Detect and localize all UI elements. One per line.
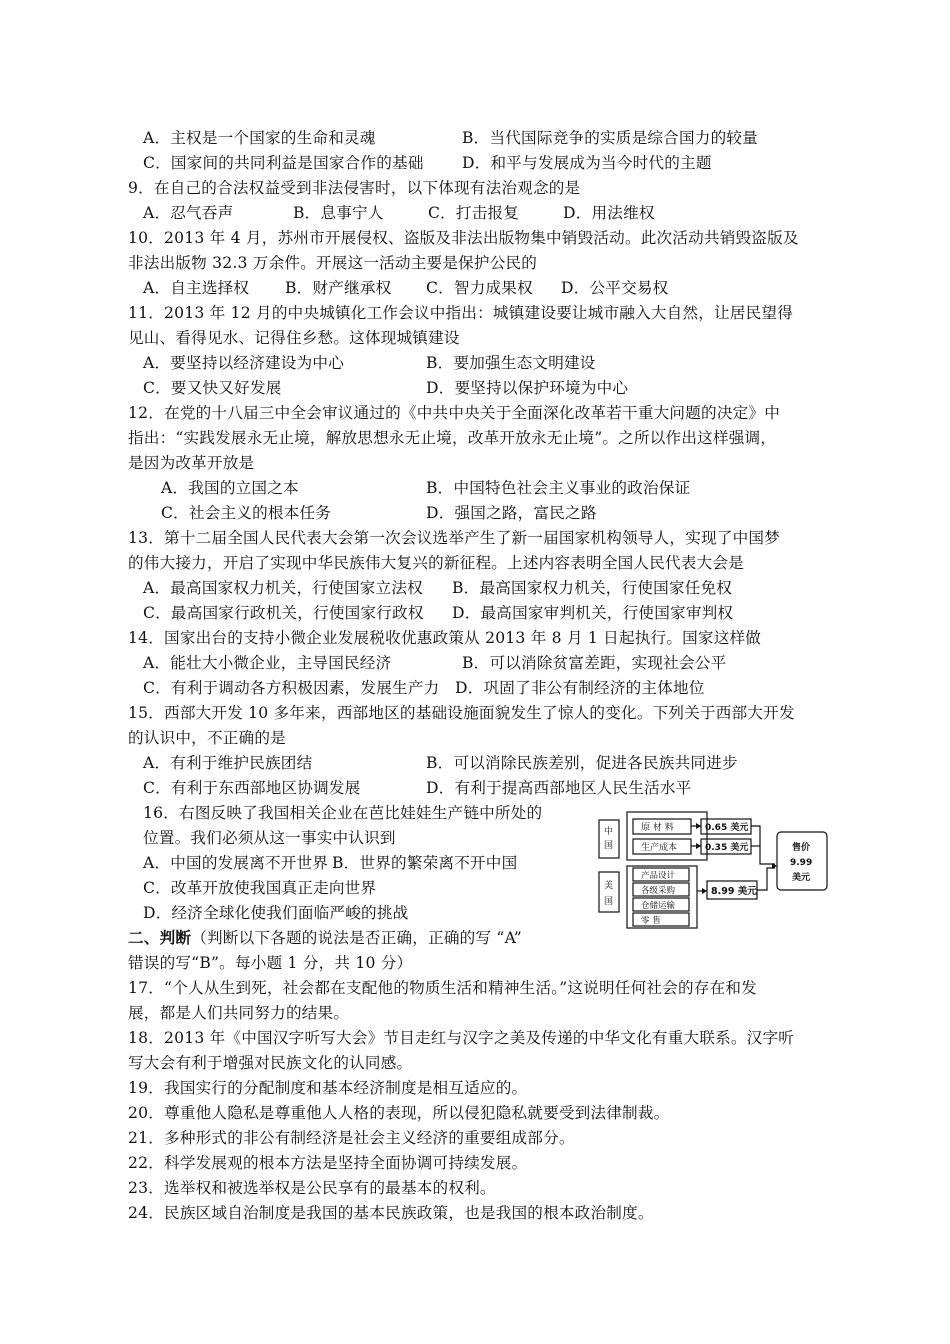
q16-option-b: B．世界的繁荣离不开中国: [332, 854, 518, 872]
q13-option-b: B．最高国家权力机关，行使国家任免权: [452, 579, 733, 597]
q9-option-a: A．忍气吞声: [143, 204, 234, 222]
q16-stem-line2: 位置。我们必须从这一事实中认识到: [143, 829, 396, 847]
q22: 22．科学发展观的根本方法是坚持全面协调可持续发展。: [128, 1154, 528, 1172]
q14-option-a: A．能壮大小微企业，主导国民经济: [143, 654, 392, 672]
q24: 24．民族区域自治制度是我国的基本民族政策，也是我国的根本政治制度。: [128, 1204, 654, 1222]
q9-option-d: D．用法维权: [563, 204, 655, 222]
usa-label-line2: 国: [604, 897, 614, 907]
q17-line2: 展，都是人们共同努力的结果。: [128, 1004, 350, 1022]
price-label-line1: 售价: [792, 843, 811, 853]
q20: 20．尊重他人隐私是尊重他人人格的表现，所以侵犯隐私就要受到法律制裁。: [128, 1104, 670, 1122]
q19: 19．我国实行的分配制度和基本经济制度是相互适应的。: [128, 1079, 528, 1097]
china-value-2: 0.35 美元: [705, 843, 749, 853]
q15-stem-line1: 15．西部大开发 10 多年来，西部地区的基础设施面貌发生了惊人的变化。下列关于西部大开发: [128, 704, 795, 722]
design-label: 产品设计: [641, 871, 676, 881]
q8-option-d: D．和平与发展成为当今时代的主题: [462, 154, 712, 172]
q10-option-b: B．财产继承权: [285, 279, 392, 297]
section2-desc-line1: （判断以下各题的说法是否正确，正确的写 “A”: [191, 929, 522, 947]
q13-option-a: A．最高国家权力机关，行使国家立法权: [143, 579, 423, 597]
q11-option-c: C．要又快又好发展: [143, 379, 282, 397]
q12-option-a: A．我国的立国之本: [161, 479, 299, 497]
q10-stem-line1: 10．2013 年 4 月，苏州市开展侵权、盗版及非法出版物集中销毁活动。此次活动共销毁盗版及: [128, 229, 799, 247]
q9-stem: 9．在自己的合法权益受到非法侵害时，以下体现有法治观念的是: [128, 179, 581, 197]
q14-option-b: B．可以消除贫富差距，实现社会公平: [462, 654, 727, 672]
q9-option-c: C．打击报复: [428, 204, 520, 222]
q10-stem-line2: 非法出版物 32.3 万余件。开展这一活动主要是保护公民的: [128, 254, 538, 272]
q11-option-d: D．要坚持以保护环境为中心: [426, 379, 629, 397]
q11-stem-line1: 11．2013 年 12 月的中央城镇化工作会议中指出：城镇建设要让城市融入大自然，让居民望得: [128, 304, 794, 322]
q12-stem-line2: 指出：“实践发展永无止境，解放思想永无止境，改革开放永无止境”。之所以作出这样强调，: [128, 429, 777, 447]
section2-title: 二、判断: [128, 928, 192, 947]
q12-option-c: C．社会主义的根本任务: [161, 504, 332, 522]
q14-stem: 14．国家出台的支持小微企业发展税收优惠政策从 2013 年 8 月 1 日起执行。国家这样做: [128, 629, 762, 647]
q13-stem-line2: 的伟大接力，开启了实现中华民族伟大复兴的新征程。上述内容表明全国人民代表大会是: [128, 554, 744, 572]
purchase-label: 各级采购: [641, 886, 676, 896]
q15-stem-line2: 的认识中，不正确的是: [128, 729, 286, 747]
china-label-box: [599, 820, 619, 858]
q18-line2: 写大会有利于增强对民族文化的认同感。: [128, 1054, 413, 1072]
china-value-1: 0.65 美元: [705, 823, 749, 833]
barbie-value-chain-diagram: [597, 806, 853, 930]
q10-option-d: D．公平交易权: [561, 279, 669, 297]
q15-option-d: D．有利于提高西部地区人民生活水平: [426, 779, 692, 797]
retail-label: 零 售: [641, 916, 661, 926]
q12-stem-line1: 12．在党的十八届三中全会审议通过的《中共中央关于全面深化改革若干重大问题的决定》中: [128, 404, 780, 422]
raw-material-label: 原 材 料: [641, 823, 674, 833]
q13-option-d: D．最高国家审判机关，行使国家审判权: [452, 604, 734, 622]
section2-desc-line2: 错误的写“B”。每小题 1 分，共 10 分）: [128, 954, 413, 972]
production-cost-label: 生产成本: [641, 843, 678, 853]
q15-option-a: A．有利于维护民族团结: [143, 754, 313, 772]
china-label-line1: 中: [604, 827, 614, 837]
q9-option-b: B．息事宁人: [293, 204, 384, 222]
q8-option-c: C．国家间的共同利益是国家合作的基础: [143, 154, 424, 172]
q12-stem-line3: 是因为改革开放是: [128, 454, 255, 472]
q23: 23．选举权和被选举权是公民享有的最基本的权利。: [128, 1179, 496, 1197]
price-label-line3: 美元: [792, 873, 811, 883]
q16-stem-line1: 16．右图反映了我国相关企业在芭比娃娃生产链中所处的: [143, 804, 543, 822]
q11-stem-line2: 见山、看得见水、记得住乡愁。这体现城镇建设: [128, 329, 460, 347]
usa-label-line1: 美: [604, 881, 614, 891]
q13-option-c: C．最高国家行政机关，行使国家行政权: [143, 604, 424, 622]
q12-option-d: D．强国之路，富民之路: [426, 504, 597, 522]
price-label-line2: 9.99: [790, 858, 813, 868]
q17-line1: 17．“个人从生到死，社会都在支配他的物质生活和精神生活。”这说明任何社会的存在和发: [128, 979, 757, 997]
q13-stem-line1: 13．第十二届全国人民代表大会第一次会议选举产生了新一届国家机构领导人，实现了中国梦: [128, 529, 780, 547]
q12-option-b: B．中国特色社会主义事业的政治保证: [426, 479, 691, 497]
q16-option-d: D．经济全球化使我们面临严峻的挑战: [143, 904, 409, 922]
q18-line1: 18．2013 年《中国汉字听写大会》节目走红与汉字之美及传递的中华文化有重大联系。汉字听: [128, 1029, 795, 1047]
q8-option-a: A．主权是一个国家的生命和灵魂: [143, 129, 376, 147]
q10-option-c: C．智力成果权: [426, 279, 533, 297]
section2-heading: [128, 928, 522, 948]
q15-option-b: B．可以消除民族差别，促进各民族共同进步: [426, 754, 738, 772]
q16-option-c: C．改革开放使我国真正走向世界: [143, 879, 377, 897]
q14-option-c: C．有利于调动各方积极因素，发展生产力: [143, 679, 440, 697]
q14-option-d: D．巩固了非公有制经济的主体地位: [455, 679, 705, 697]
q11-option-a: A．要坚持以经济建设为中心: [143, 354, 344, 372]
q21: 21．多种形式的非公有制经济是社会主义经济的重要组成部分。: [128, 1129, 575, 1147]
storage-label: 仓储运输: [641, 901, 676, 911]
q16-option-a: A．中国的发展离不开世界: [143, 854, 329, 872]
q10-option-a: A．自主选择权: [143, 279, 250, 297]
q15-option-c: C．有利于东西部地区协调发展: [143, 779, 361, 797]
china-label-line2: 国: [604, 841, 614, 851]
usa-value: 8.99 美元: [711, 886, 757, 897]
q8-option-b: B．当代国际竞争的实质是综合国力的较量: [462, 129, 758, 147]
q11-option-b: B．要加强生态文明建设: [426, 354, 596, 372]
